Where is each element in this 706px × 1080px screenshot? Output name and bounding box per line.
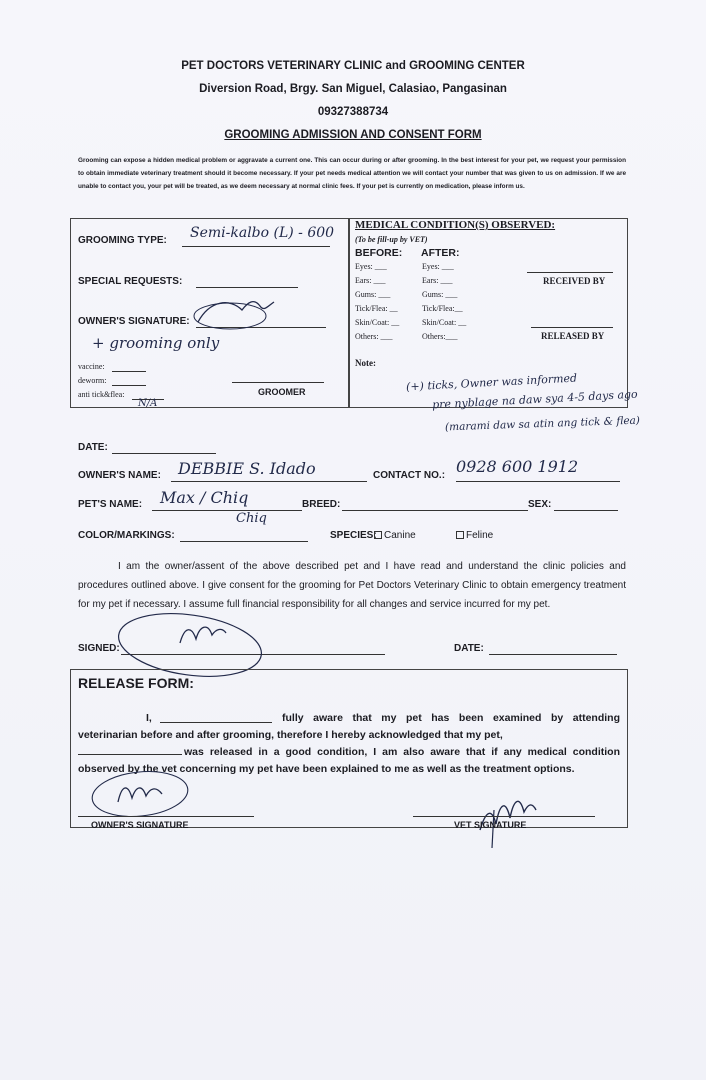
anti-tick-label: anti tick&flea: [78, 390, 125, 399]
before-item: Gums: ___ [355, 290, 391, 299]
pet-name-value: Max / Chiq [160, 488, 249, 507]
released-by-line [531, 327, 613, 328]
contact-value: 0928 600 1912 [456, 457, 579, 476]
medical-subtitle: (To be fill-up by VET) [355, 235, 428, 244]
before-item: Skin/Coat: __ [355, 318, 400, 327]
grooming-only-note: + grooming only [92, 334, 220, 352]
owner-name-line [171, 481, 367, 482]
before-item: Tick/Flea: __ [355, 304, 398, 313]
note-line-1: (+) ticks, Owner was informed [405, 371, 578, 394]
special-requests-label: SPECIAL REQUESTS: [78, 276, 183, 287]
breed-line [342, 510, 528, 511]
canine-checkbox[interactable] [374, 531, 382, 539]
owner-signature-release-label: OWNER'S SIGNATURE [91, 820, 189, 830]
species-label: SPECIES: [330, 530, 377, 541]
sex-line [554, 510, 618, 511]
contact-label: CONTACT NO.: [373, 470, 446, 481]
received-by-line [527, 272, 613, 273]
vet-signature-label: VET SIGNATURE [454, 820, 527, 830]
date-label: DATE: [78, 442, 108, 453]
clinic-name: PET DOCTORS VETERINARY CLINIC and GROOMING CENTER [181, 60, 525, 72]
note-label: Note: [355, 358, 376, 368]
signed-date-label: DATE: [454, 643, 484, 654]
canine-label: Canine [384, 530, 416, 541]
received-by-label: RECEIVED BY [543, 276, 606, 286]
grooming-type-label: GROOMING TYPE: [78, 235, 167, 246]
anti-tick-value: N/A [138, 398, 158, 409]
note-line-3: (marami daw sa atin ang tick & flea) [444, 414, 641, 434]
owner-signature-release-line [78, 816, 254, 817]
color-markings-line [180, 541, 308, 542]
pet-name-line [152, 510, 302, 511]
owner-signature-mark [190, 292, 280, 332]
special-requests-line [196, 287, 298, 288]
grooming-type-line [182, 246, 330, 247]
before-label: BEFORE: [355, 247, 403, 259]
owner-name-label: OWNER'S NAME: [78, 470, 161, 481]
pet-name-label: PET'S NAME: [78, 499, 143, 510]
deworm-label: deworm: [78, 376, 107, 385]
note-line-2: pre nyblage na daw sya 4-5 days ago [431, 387, 638, 412]
after-item: Ears: ___ [422, 276, 453, 285]
after-item: Eyes: ___ [422, 262, 454, 271]
species-canine[interactable] [372, 530, 416, 541]
after-label: AFTER: [421, 247, 460, 259]
vaccine-line [112, 371, 146, 372]
release-text-rest: was released in a good condition, I am also aware that if any medical condition observed by the vet concerning my pet have been explained to me as well as the treatment options. [78, 746, 620, 775]
vaccine-label: vaccine: [78, 362, 105, 371]
before-item: Eyes: ___ [355, 262, 387, 271]
vet-signature-line [413, 816, 595, 817]
after-item: Gums: ___ [422, 290, 458, 299]
after-item: Skin/Coat: __ [422, 318, 467, 327]
color-markings-label: COLOR/MARKINGS: [78, 530, 175, 541]
before-item: Ears: ___ [355, 276, 386, 285]
groomer-line [232, 382, 324, 383]
medical-title: MEDICAL CONDITION(S) OBSERVED: [355, 219, 556, 231]
feline-checkbox[interactable] [456, 531, 464, 539]
after-item: Others:___ [422, 332, 458, 341]
signed-label: SIGNED: [78, 643, 120, 654]
owner-signature-label: OWNER'S SIGNATURE: [78, 316, 190, 327]
release-title: RELEASE FORM: [78, 675, 194, 691]
deworm-line [112, 385, 146, 386]
before-item: Others: ___ [355, 332, 393, 341]
signed-date-line [489, 654, 617, 655]
groomer-label: GROOMER [258, 387, 306, 397]
after-item: Tick/Flea:__ [422, 304, 463, 313]
contact-line [456, 481, 620, 482]
intro-paragraph: Grooming can expose a hidden medical problem or aggravate a current one. This can occur during or after grooming. In the best interest for your pet, we request your permission to obtain immediate veterinary treatment should it become necessary. If your pet needs medical attention we will contact your number that was given to us on admission. If we are unable to contact you, your pet will be treated, as we deem necessary at normal clinic fees. If your pet is currently on medication, please inform us. [78, 157, 626, 190]
form-title: GROOMING ADMISSION AND CONSENT FORM [224, 129, 482, 141]
owner-name-value: DEBBIE S. Idado [178, 459, 316, 478]
released-by-label: RELEASED BY [541, 331, 605, 341]
grooming-type-value: Semi-kalbo (L) - 600 [190, 225, 335, 241]
species-feline[interactable] [454, 530, 493, 541]
clinic-phone: 09327388734 [317, 106, 389, 118]
clinic-address: Diversion Road, Brgy. San Miguel, Calasiao, Pangasinan [199, 83, 507, 95]
date-line [112, 453, 216, 454]
pet-name-value-2: Chiq [236, 511, 267, 526]
release-i: I, [146, 712, 152, 724]
sex-label: SEX: [528, 499, 552, 510]
release-text-main: fully aware that my pet has been examined by attending veterinarian before and after grooming, therefore I hereby acknowledged that my pet, [78, 712, 620, 741]
breed-label: BREED: [302, 499, 341, 510]
feline-label: Feline [466, 530, 494, 541]
consent-paragraph: I am the owner/assent of the above described pet and I have read and understand the clinic policies and procedures outlined above. I give consent for the grooming for Pet Doctors Veterinary Clinic to obtain emergency treatment for my pet if necessary. I assume full financial responsibility for all changes and service incurred for my pet. [78, 561, 626, 610]
